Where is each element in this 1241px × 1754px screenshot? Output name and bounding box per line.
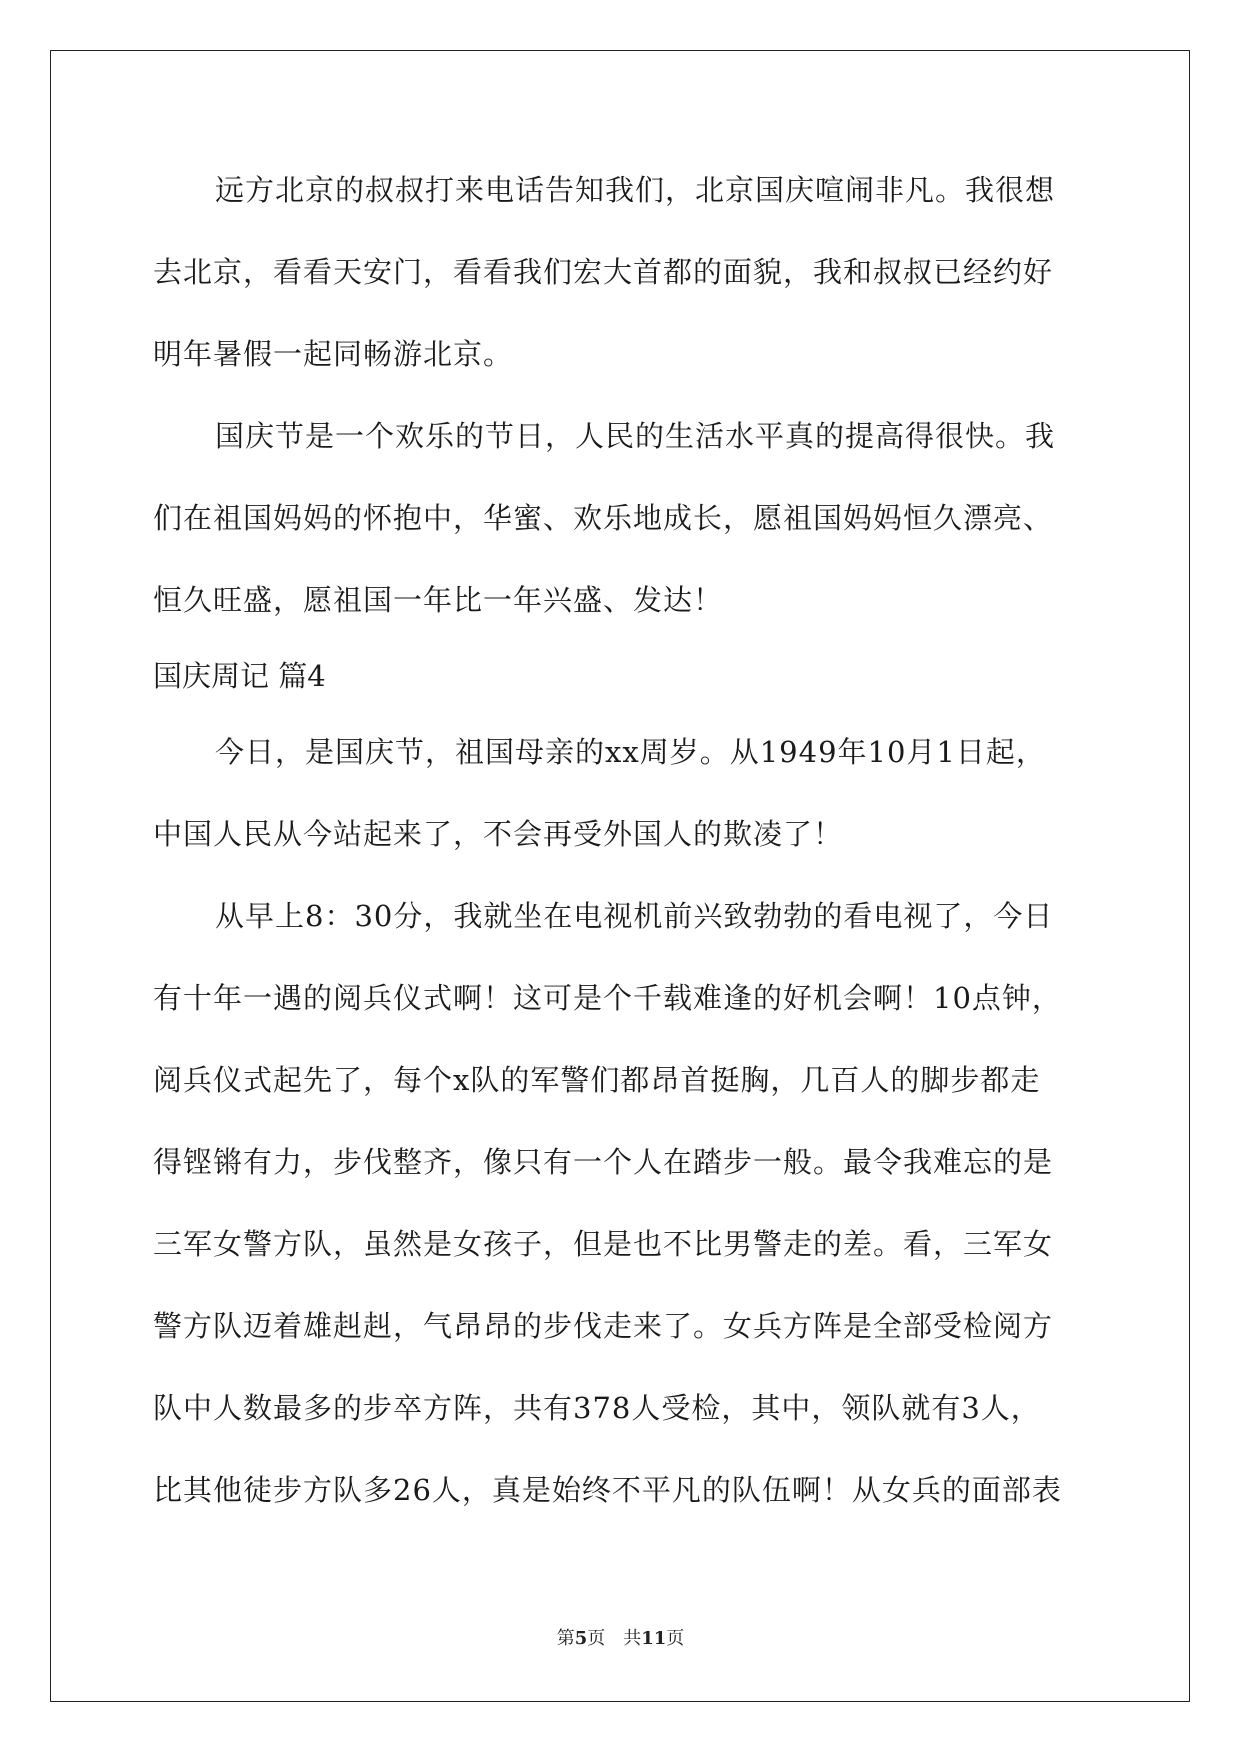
text-line: 三军女警方队，虽然是女孩子，但是也不比男警走的差。看，三军女 — [153, 1227, 1054, 1261]
text-line: 阅兵仪式起先了，每个x队的军警们都昂首挺胸，几百人的脚步都走 — [153, 1063, 1041, 1097]
page-mid: 页 共 — [587, 1628, 642, 1649]
paragraph — [153, 719, 1088, 883]
page-footer — [0, 1624, 1241, 1650]
text-line: 远方北京的叔叔打来电话告知我们，北京国庆喧闹非凡。我很想 — [215, 173, 1056, 207]
section-heading: 国庆周记 篇4 — [153, 659, 326, 693]
page-current: 5 — [574, 1628, 588, 1649]
text-line: 们在祖国妈妈的怀抱中，华蜜、欢乐地成长，愿祖国妈妈恒久漂亮、 — [153, 501, 1054, 535]
text-line: 恒久旺盛，愿祖国一年比一年兴盛、发达！ — [153, 583, 724, 617]
document-body — [153, 157, 1088, 1539]
page-total: 11 — [641, 1628, 667, 1649]
text-line: 队中人数最多的步卒方阵，共有378人受检，其中，领队就有3人， — [153, 1391, 1041, 1425]
text-line: 明年暑假一起同畅游北京。 — [153, 337, 514, 371]
text-line: 国庆节是一个欢乐的节日，人民的生活水平真的提高得很快。我 — [215, 419, 1056, 453]
text-line: 从早上8：30分，我就坐在电视机前兴致勃勃的看电视了，今日 — [215, 899, 1054, 933]
text-line: 有十年一遇的阅兵仪式啊！这可是个千载难逢的好机会啊！10点钟， — [153, 981, 1062, 1015]
text-line: 今日，是国庆节，祖国母亲的xx周岁。从1949年10月1日起， — [215, 735, 1046, 769]
paragraph — [153, 157, 1088, 403]
paragraph — [153, 403, 1088, 643]
paragraph — [153, 883, 1088, 1539]
text-line: 去北京，看看天安门，看看我们宏大首都的面貌，我和叔叔已经约好 — [153, 255, 1054, 289]
page-suffix: 页 — [666, 1628, 685, 1649]
text-line: 得铿锵有力，步伐整齐，像只有一个人在踏步一般。最令我难忘的是 — [153, 1145, 1054, 1179]
text-line: 比其他徒步方队多26人，真是始终不平凡的队伍啊！从女兵的面部表 — [153, 1473, 1062, 1507]
text-line: 警方队迈着雄赳赳，气昂昂的步伐走来了。女兵方阵是全部受检阅方 — [153, 1309, 1054, 1343]
page-prefix: 第 — [556, 1628, 575, 1649]
text-line: 中国人民从今站起来了，不会再受外国人的欺凌了！ — [153, 817, 844, 851]
